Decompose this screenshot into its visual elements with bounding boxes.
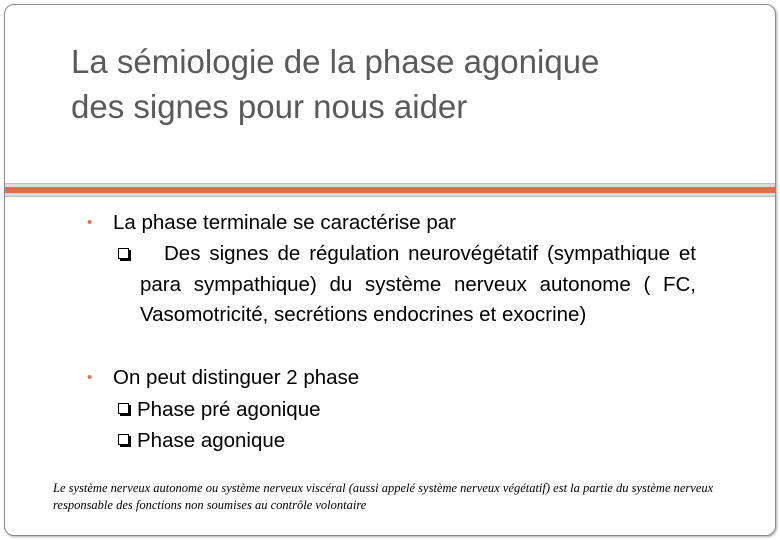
slide-title-line-1: La sémiologie de la phase agonique (71, 43, 600, 80)
checkbox-square-icon (118, 403, 129, 414)
title-divider-bar (5, 183, 775, 197)
sub-bullet-text: Phase pré agonique (137, 398, 321, 421)
checkbox-square-icon (118, 434, 129, 445)
slide-title-line-2: des signes pour nous aider (71, 88, 468, 125)
footnote: Le système nerveux autonome ou système nerveux viscéral (aussi appelé système nerveux végétatif) est la partie du système nerveux responsable des fonctions non soumises au contrôle volontaire (53, 481, 714, 512)
checkbox-square-icon (118, 248, 129, 259)
sub-bullet-text: Des signes de régulation neurovégétatif (sympathique et para sympathique) du système nerveux autonome ( FC, Vasomotricité, secrétions endocrines et exocrine) (140, 242, 696, 326)
bullet-text: La phase terminale se caractérise par (113, 211, 456, 234)
bullet-item (87, 362, 360, 393)
slide (4, 4, 776, 536)
bullet-dot-icon: • (87, 369, 93, 386)
title-divider-accent (5, 187, 775, 193)
bullet-text: On peut distinguer 2 phase (113, 366, 360, 389)
sub-bullet-text: Phase agonique (137, 429, 286, 452)
bullet-item (87, 207, 456, 238)
bullet-dot-icon: • (87, 214, 93, 231)
slide-title (71, 39, 599, 129)
